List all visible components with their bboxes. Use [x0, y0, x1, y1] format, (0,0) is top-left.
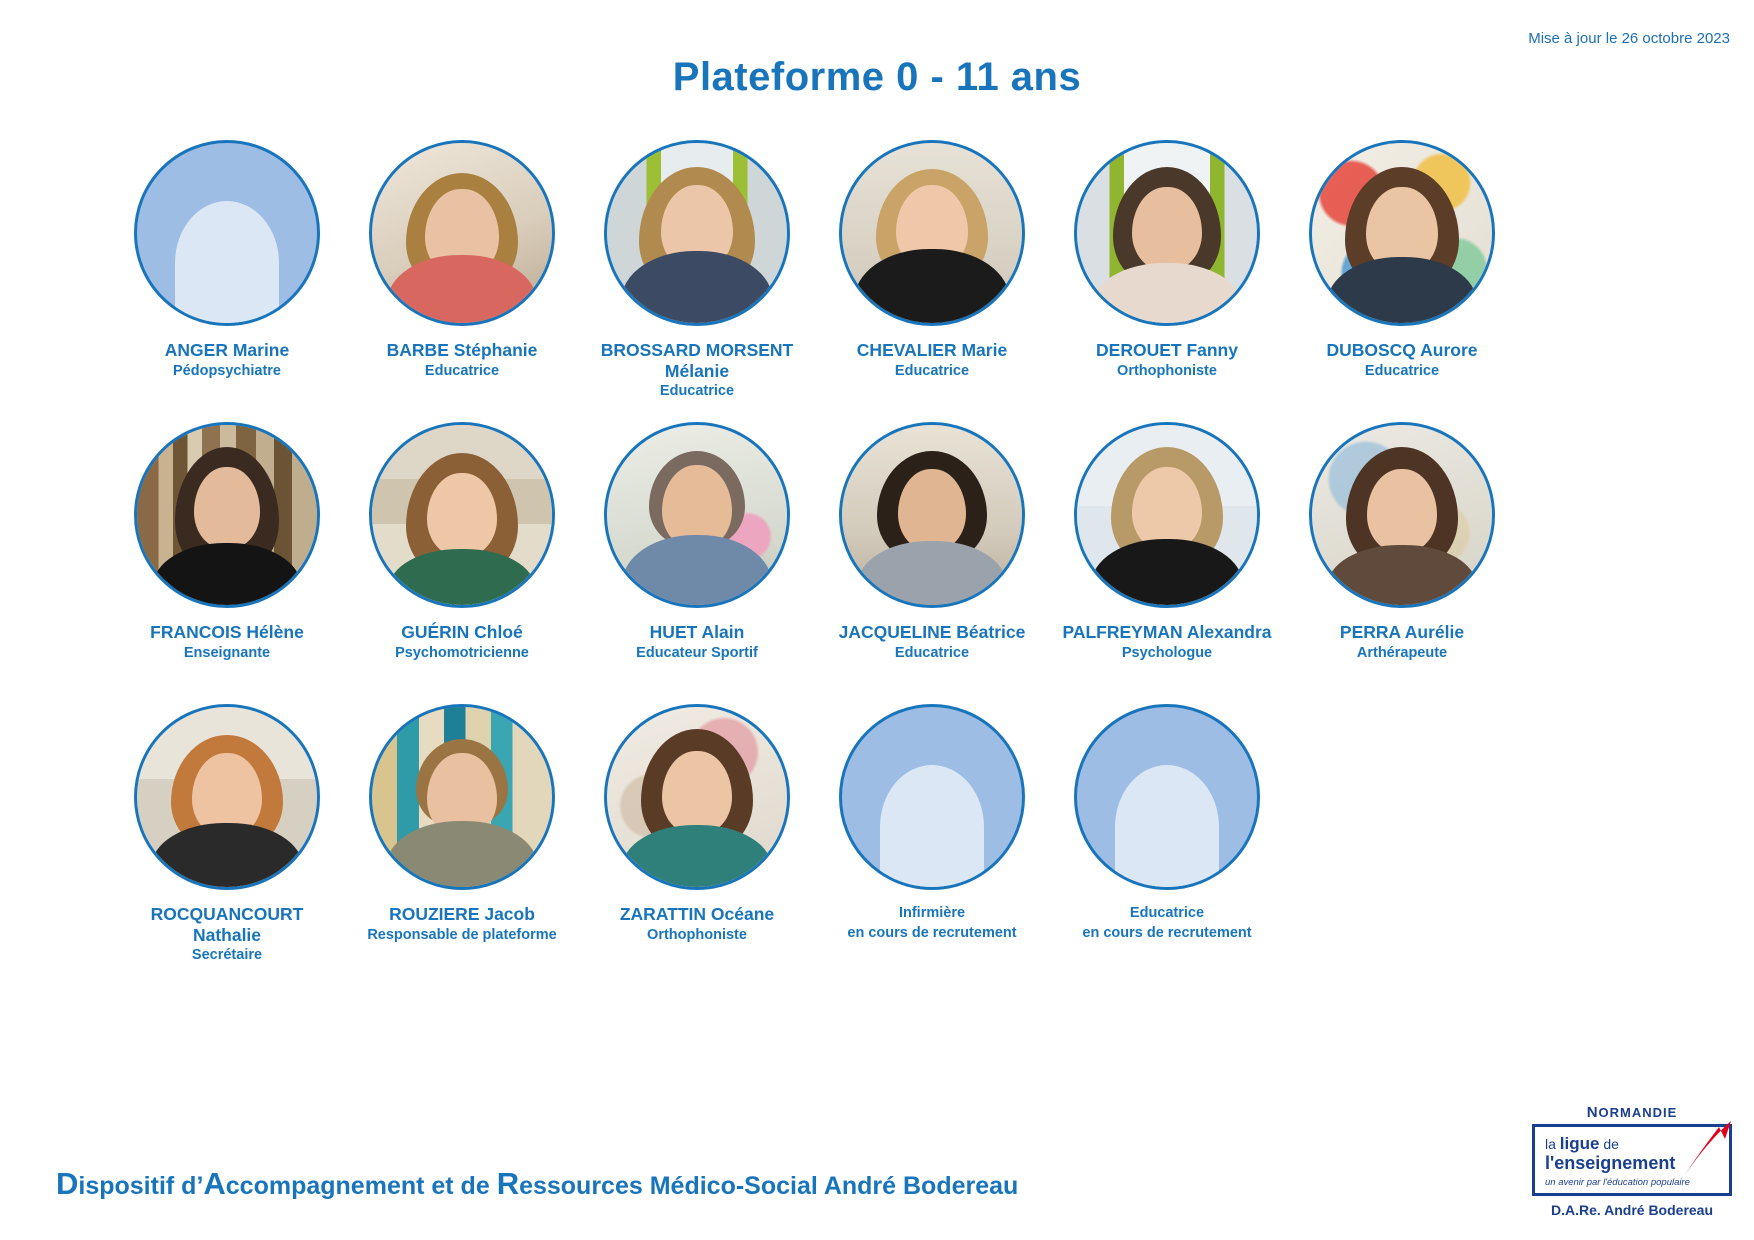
staff-card-zarattin-oceane: [590, 704, 804, 944]
staff-card-derouet-fanny: [1060, 140, 1274, 380]
staff-role: Orthophoniste: [1117, 362, 1217, 379]
avatar-photo: [1077, 143, 1257, 323]
logo-swoosh-icon: [1679, 1117, 1735, 1179]
logo-de: de: [1599, 1136, 1619, 1152]
staff-name: BROSSARD MORSENT Mélanie: [600, 340, 794, 381]
staff-card-anger-marine: [120, 140, 334, 380]
avatar: [134, 140, 320, 326]
staff-name: ZARATTIN Océane: [619, 904, 775, 924]
avatar: [604, 422, 790, 608]
staff-name: BARBE Stéphanie: [386, 340, 538, 360]
footer-cap-r: R: [496, 1166, 520, 1201]
staff-name: DEROUET Fanny: [1096, 340, 1238, 360]
avatar: [369, 704, 555, 890]
vacancy-role: Educatrice: [1129, 905, 1205, 921]
avatar: [1309, 422, 1495, 608]
staff-name: FRANCOIS Hélène: [150, 622, 304, 642]
staff-name: HUET Alain: [649, 622, 745, 642]
avatar-photo: [1312, 425, 1492, 605]
avatar: [839, 704, 1025, 890]
logo-ligue: ligue: [1559, 1134, 1600, 1153]
staff-name: DUBOSCQ Aurore: [1326, 340, 1478, 360]
avatar: [604, 704, 790, 890]
staff-role: Secrétaire: [191, 947, 263, 964]
staff-role: Educatrice: [424, 362, 500, 379]
staff-card-rouziere-jacob: [355, 704, 569, 944]
vacancy-role: Infirmière: [898, 905, 966, 921]
staff-name: ROCQUANCOURT Nathalie: [150, 904, 304, 945]
staff-name: PERRA Aurélie: [1339, 622, 1465, 642]
avatar-photo: [607, 143, 787, 323]
staff-role: Educatrice: [894, 362, 970, 379]
staff-role: Pédopsychiatre: [173, 362, 281, 379]
organisation-title: [56, 1166, 1018, 1202]
avatar: [134, 422, 320, 608]
logo-line-two: l'enseignement: [1545, 1153, 1676, 1173]
avatar-placeholder-image: [842, 707, 1022, 887]
staff-card-perra-aurelie: [1295, 422, 1509, 662]
avatar-photo: [137, 425, 317, 605]
avatar: [839, 140, 1025, 326]
avatar: [1309, 140, 1495, 326]
page-title: Plateforme 0 - 11 ans: [672, 55, 1082, 99]
footer-text-2: ccompagnement et de: [225, 1172, 497, 1200]
avatar-photo: [842, 143, 1022, 323]
ligue-enseignement-logo: [1532, 1104, 1732, 1218]
avatar-placeholder-image: [137, 143, 317, 323]
avatar-photo: [372, 143, 552, 323]
staff-card-francois-helene: [120, 422, 334, 662]
staff-card-palfreyman-alexandra: [1060, 422, 1274, 662]
last-update-stamp: Mise à jour le 26 octobre 2023: [1528, 30, 1730, 47]
staff-name: CHEVALIER Marie: [856, 340, 1008, 360]
avatar: [1074, 704, 1260, 890]
avatar: [369, 422, 555, 608]
staff-role: Psychomotricienne: [395, 644, 529, 661]
logo-la: la: [1545, 1136, 1560, 1152]
staff-row: [120, 704, 1520, 986]
logo-box: [1532, 1124, 1732, 1196]
staff-card-duboscq-aurore: [1295, 140, 1509, 380]
avatar: [839, 422, 1025, 608]
logo-tagline: un avenir par l'éducation populaire: [1545, 1177, 1690, 1188]
staff-role: Educatrice: [659, 383, 735, 400]
avatar-photo: [842, 425, 1022, 605]
staff-name: PALFREYMAN Alexandra: [1062, 622, 1272, 642]
vacancy-card-educatrice: [1060, 704, 1274, 943]
avatar: [369, 140, 555, 326]
avatar-photo: [137, 707, 317, 887]
footer-cap-a: A: [203, 1166, 226, 1201]
avatar: [1074, 140, 1260, 326]
avatar-photo: [1077, 425, 1257, 605]
avatar: [604, 140, 790, 326]
staff-card-rocquancourt-nathalie: [120, 704, 334, 965]
footer-text-1: ispositif d’: [78, 1172, 204, 1200]
staff-name: GUÉRIN Chloé: [401, 622, 523, 642]
avatar: [1074, 422, 1260, 608]
staff-role: Educateur Sportif: [636, 644, 758, 661]
staff-role: Psychologue: [1121, 644, 1213, 661]
staff-role: Enseignante: [183, 644, 271, 661]
staff-card-guerin-chloe: [355, 422, 569, 662]
avatar-photo: [607, 707, 787, 887]
avatar-photo: [372, 707, 552, 887]
staff-grid: [120, 140, 1520, 986]
staff-card-huet-alain: [590, 422, 804, 662]
avatar-photo: [607, 425, 787, 605]
logo-region-initial: N: [1586, 1104, 1599, 1121]
staff-name: ANGER Marine: [164, 340, 290, 360]
staff-card-chevalier-marie: [825, 140, 1039, 380]
staff-row: [120, 422, 1520, 704]
vacancy-status: en cours de recrutement: [1082, 924, 1252, 941]
staff-role: Educatrice: [1364, 362, 1440, 379]
avatar-photo: [1312, 143, 1492, 323]
staff-card-brossard-morsent-melanie: [590, 140, 804, 401]
footer-text-3: essources Médico-Social André Bodereau: [519, 1172, 1019, 1200]
logo-caption: D.A.Re. André Bodereau: [1550, 1202, 1714, 1218]
staff-role: Arthérapeute: [1356, 644, 1448, 661]
vacancy-status: en cours de recrutement: [847, 924, 1017, 941]
staff-role: Educatrice: [894, 644, 970, 661]
staff-role: Orthophoniste: [647, 926, 747, 943]
avatar-placeholder-image: [1077, 707, 1257, 887]
vacancy-card-infirmiere: [825, 704, 1039, 943]
staff-card-jacqueline-beatrice: [825, 422, 1039, 662]
footer-cap-d: D: [56, 1166, 79, 1201]
avatar-photo: [372, 425, 552, 605]
logo-region-rest: ORMANDIE: [1598, 1105, 1678, 1120]
staff-name: JACQUELINE Béatrice: [838, 622, 1026, 642]
staff-role: Responsable de plateforme: [367, 926, 557, 943]
staff-name: ROUZIERE Jacob: [389, 904, 535, 924]
avatar: [134, 704, 320, 890]
staff-card-barbe-stephanie: [355, 140, 569, 380]
staff-row: [120, 140, 1520, 422]
